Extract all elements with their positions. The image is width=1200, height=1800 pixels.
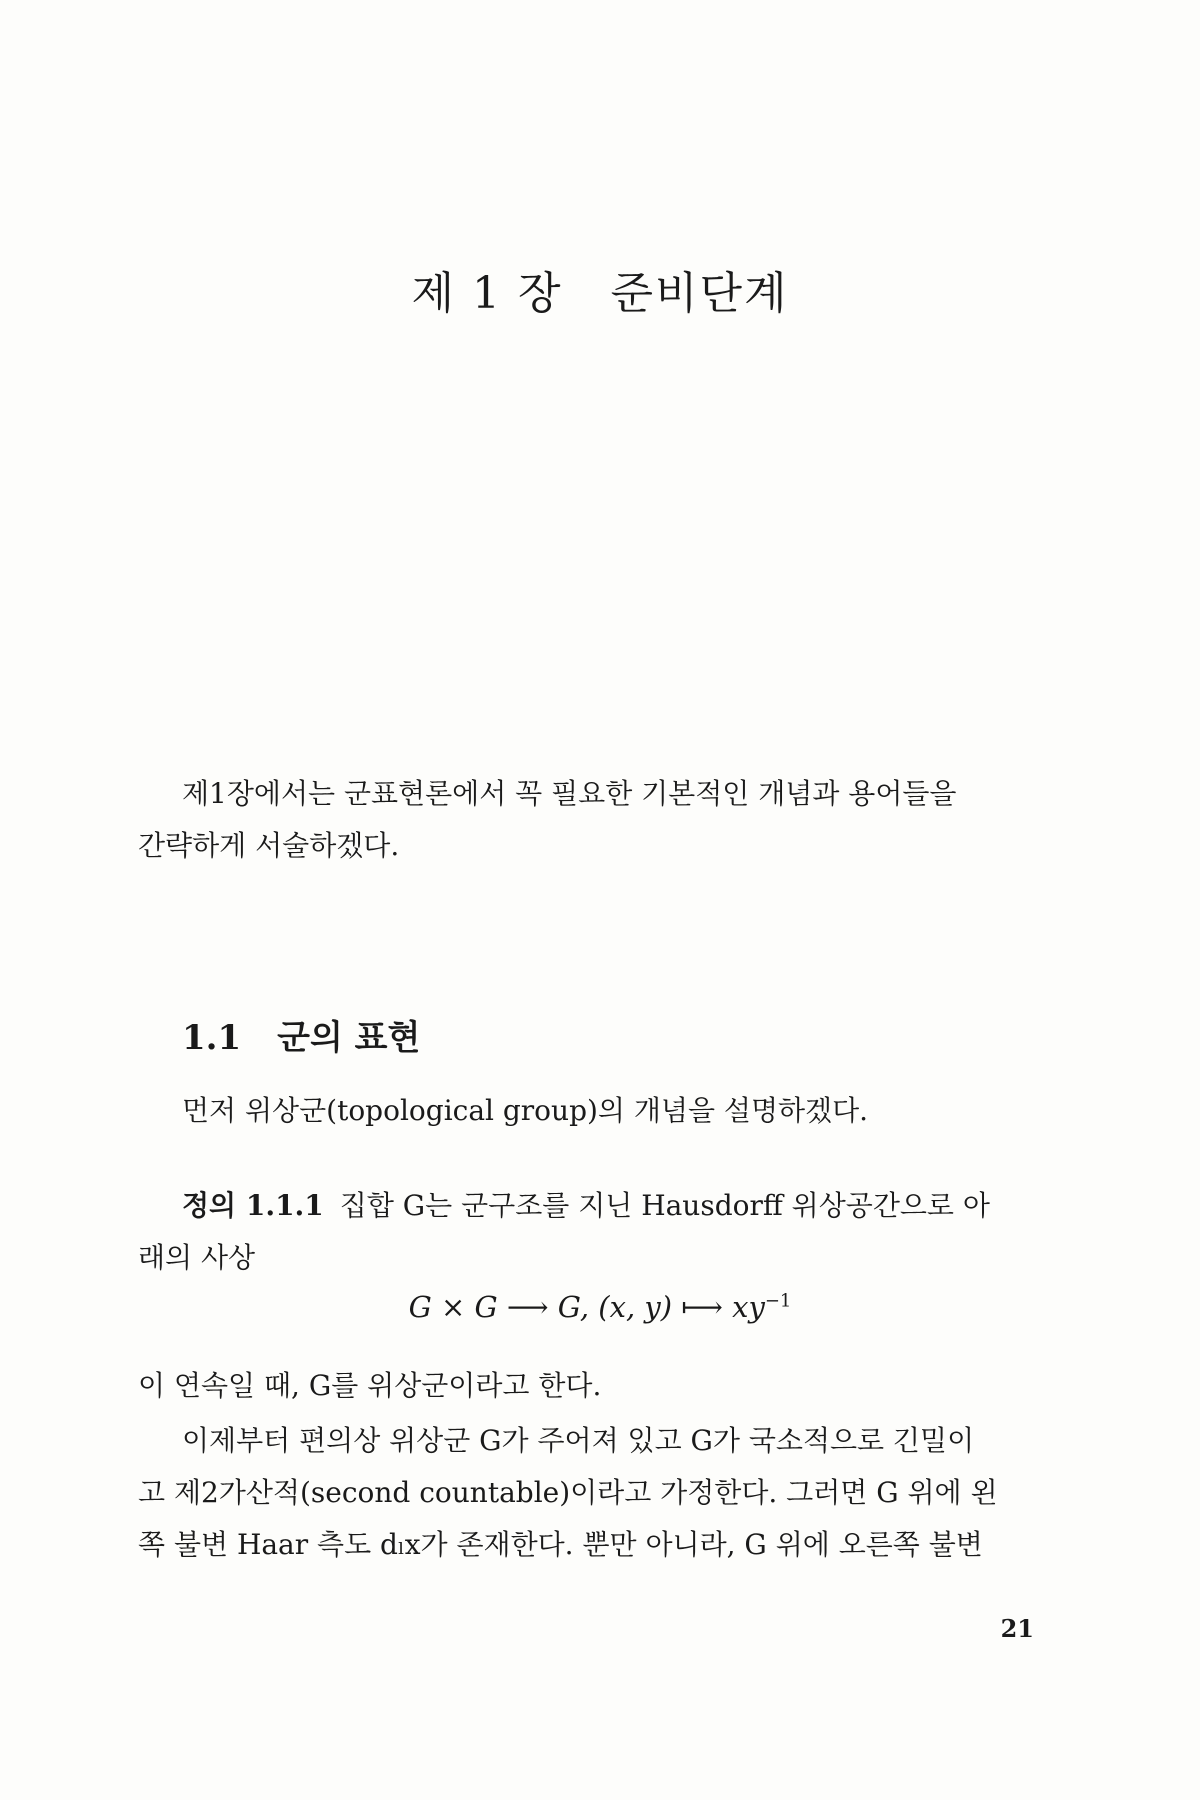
section-title: 군의 표현 (277, 1018, 421, 1059)
definition-line-1 (138, 1180, 1038, 1232)
definition-block (138, 1180, 1038, 1284)
section-intro (182, 1085, 1042, 1137)
section-intro-text: 먼저 위상군(topological group)의 개념을 설명하겠다. (182, 1094, 869, 1127)
body-paragraph (138, 1415, 1038, 1571)
paragraph-line-3: 쪽 불변 Haar 측도 dₗx가 존재한다. 뿐만 아니라, G 위에 오른쪽 불변 (138, 1528, 983, 1561)
formula-exponent: −1 (764, 1290, 792, 1312)
intro-line-2: 간략하게 서술하겠다. (138, 829, 400, 862)
paragraph-line-2: 고 제2가산적(second countable)이라고 가정한다. 그러면 G 위에 왼 (138, 1476, 998, 1509)
chapter-title (0, 257, 1200, 321)
section-heading (182, 1010, 420, 1059)
definition-label: 정의 1.1.1 (182, 1189, 324, 1222)
definition-formula (0, 1290, 1200, 1324)
page-number: 21 (1000, 1614, 1034, 1643)
chapter-number: 제 1 장 (411, 268, 563, 320)
definition-conclusion (138, 1360, 1038, 1412)
definition-line-2: 래의 사상 (138, 1241, 256, 1274)
chapter-intro (138, 768, 1038, 872)
chapter-name: 준비단계 (610, 268, 789, 320)
definition-after-text: 이 연속일 때, G를 위상군이라고 한다. (138, 1369, 602, 1402)
definition-text-1: 집합 G는 군구조를 지닌 Hausdorff 위상공간으로 아 (339, 1189, 990, 1222)
formula-main: G × G ⟶ G, (x, y) ⟼ xy (408, 1290, 765, 1324)
section-number: 1.1 (182, 1018, 242, 1059)
intro-line-1: 제1장에서는 군표현론에서 꼭 필요한 기본적인 개념과 용어들을 (182, 777, 957, 810)
paragraph-line-1: 이제부터 편의상 위상군 G가 주어져 있고 G가 국소적으로 긴밀이 (182, 1424, 975, 1457)
